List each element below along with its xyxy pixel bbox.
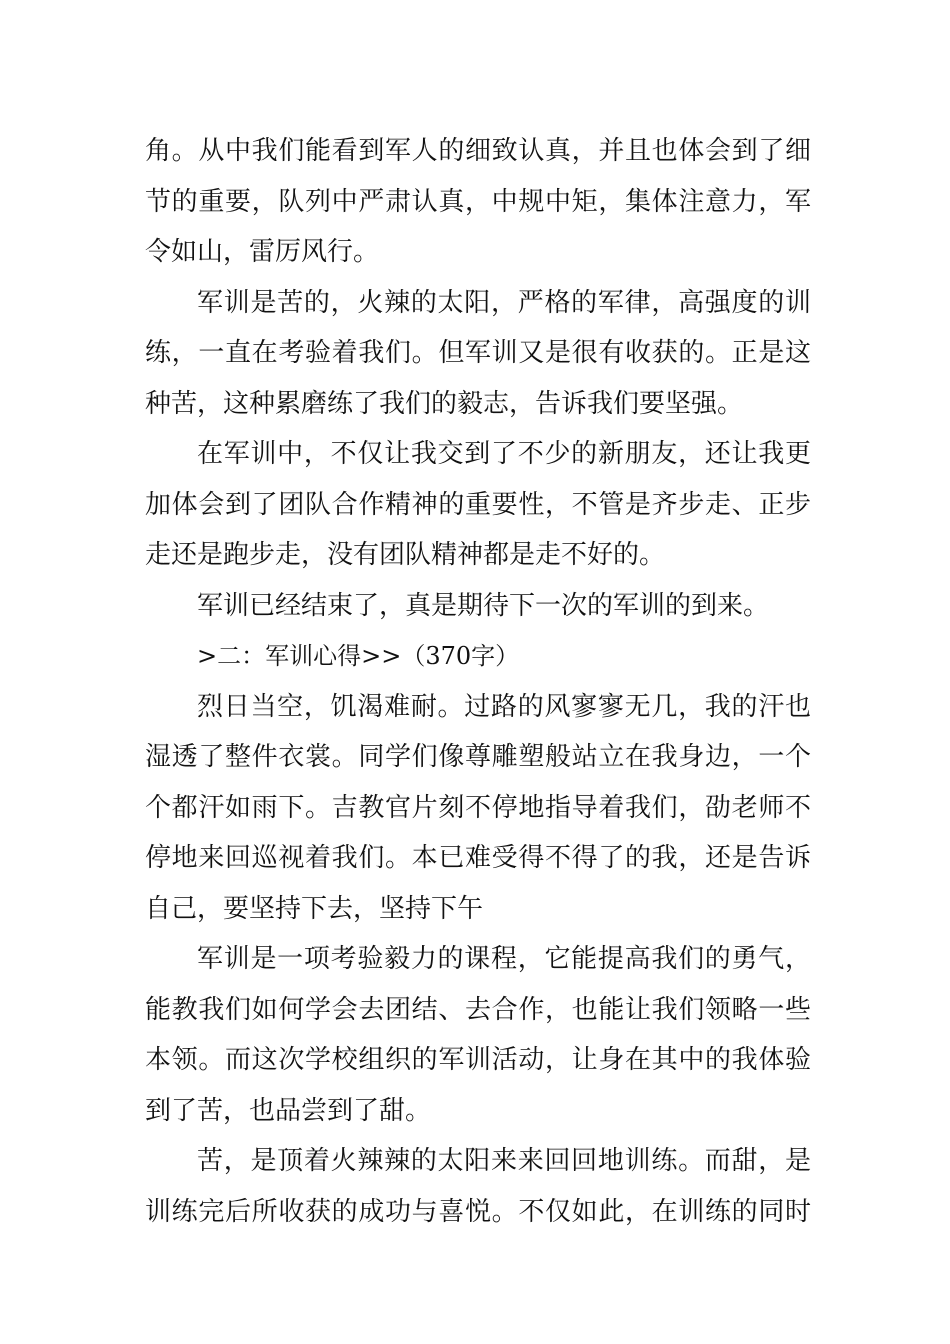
text-line: 种苦，这种累磨练了我们的毅志，告诉我们要坚强。 bbox=[145, 388, 744, 419]
paragraph-first-line: 军训是苦的，火辣的太阳，严格的军律，高强度的训 bbox=[197, 287, 811, 318]
paragraph-first-line: 在军训中，不仅让我交到了不少的新朋友，还让我更 bbox=[197, 439, 811, 469]
text-line: 练，一直在考验着我们。但军训又是很有收获的。正是这 bbox=[145, 338, 811, 368]
paragraph-first-line: 烈日当空，饥渴难耐。过路的风寥寥无几，我的汗也 bbox=[197, 691, 811, 722]
text-line: 湿透了整件衣裳。同学们像尊雕塑般站立在我身边，一个 bbox=[145, 742, 811, 772]
text-line: 到了苦，也品尝到了甜。 bbox=[145, 1095, 432, 1126]
text-line: 训练完后所收获的成功与喜悦。不仅如此，在训练的同时 bbox=[145, 1196, 811, 1227]
section-heading: >二：军训心得>>（370字） bbox=[197, 642, 520, 670]
text-line: 停地来回巡视着我们。本已难受得不得了的我，还是告诉 bbox=[145, 843, 811, 873]
text-line: 本领。而这次学校组织的军训活动，让身在其中的我体验 bbox=[145, 1045, 811, 1075]
text-line: 节的重要，队列中严肃认真，中规中矩，集体注意力，军 bbox=[145, 186, 811, 217]
text-line: 加体会到了团队合作精神的重要性，不管是齐步走、正步 bbox=[145, 489, 811, 520]
text-line: 角。从中我们能看到军人的细致认真，并且也体会到了细 bbox=[145, 136, 811, 166]
paragraph-first-line: 军训已经结束了，真是期待下一次的军训的到来。 bbox=[197, 590, 770, 621]
text-line: 自己，要坚持下去，坚持下午 bbox=[145, 893, 484, 924]
document-body bbox=[145, 126, 811, 1237]
text-line: 能教我们如何学会去团结、去合作，也能让我们领略一些 bbox=[145, 994, 811, 1025]
text-line: 个都汗如雨下。吉教官片刻不停地指导着我们，劭老师不 bbox=[145, 792, 811, 823]
text-line: 走还是跑步走，没有团队精神都是走不好的。 bbox=[145, 540, 666, 570]
paragraph-first-line: 军训是一项考验毅力的课程，它能提高我们的勇气， bbox=[197, 944, 811, 974]
text-line: 令如山，雷厉风行。 bbox=[145, 237, 380, 267]
paragraph-first-line: 苦，是顶着火辣辣的太阳来来回回地训练。而甜，是 bbox=[197, 1146, 811, 1176]
